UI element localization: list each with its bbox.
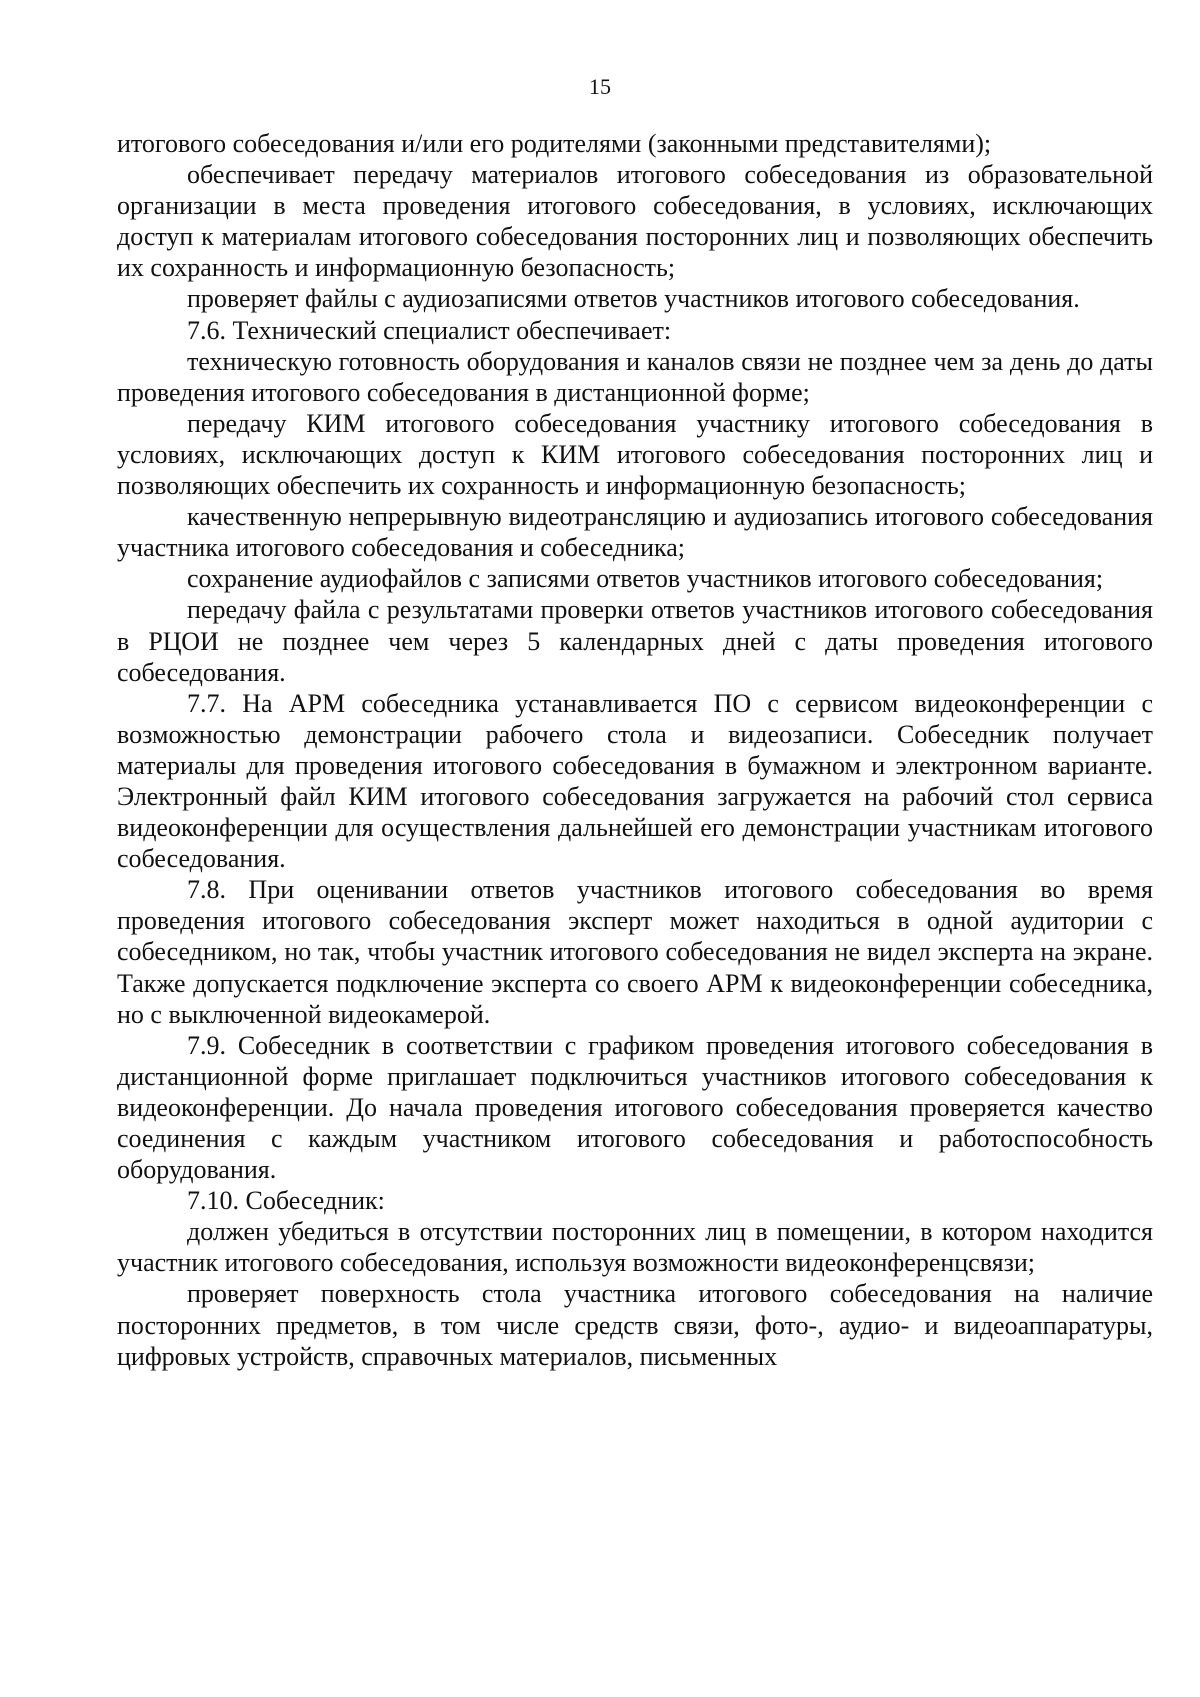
paragraph-2: обеспечивает передачу материалов итогового собеседования из образовательной организации в места проведения итогового собеседования, в условиях, исключающих доступ к материалам итогового собеседования посторонних лиц и позволяющих обеспечить их сохранность и информационную безопасность;: [117, 160, 1153, 283]
paragraph-1: итогового собеседования и/или его родителями (законными представителями);: [117, 129, 992, 158]
paragraph-14: должен убедиться в отсутствии посторонних лиц в помещении, в котором находится участник итогового собеседования, используя возможности видеоконференцсвязи;: [117, 1217, 1153, 1278]
paragraph-6: передачу КИМ итогового собеседования участнику итогового собеседования в условиях, исключающих доступ к КИМ итогового собеседования посторонних лиц и позволяющих обеспечить их сохранность и информационную безопасность;: [117, 408, 1153, 501]
paragraph-5: техническую готовность оборудования и каналов связи не позднее чем за день до даты проведения итогового собеседования в дистанционной форме;: [117, 346, 1153, 407]
paragraph-7: качественную непрерывную видеотрансляцию и аудиозапись итогового собеседования участника итогового собеседования и собеседника;: [117, 502, 1153, 563]
paragraph-10: 7.7. На АРМ собеседника устанавливается ПО с сервисом видеоконференции с возможностью демонстрации рабочего стола и видеозаписи. Собеседник получает материалы для проведения итогового собеседования в бумажном и электронном варианте. Электронный файл КИМ итогового собеседования загружается на рабочий стол сервиса видеоконференции для осуществления дальнейшей его демонстрации участникам итогового собеседования.: [117, 688, 1153, 874]
paragraph-3: проверяет файлы с аудиозаписями ответов участников итогового собеседования.: [187, 284, 1080, 314]
paragraph-11: 7.8. При оценивании ответов участников итогового собеседования во время проведения итогового собеседования эксперт может находиться в одной аудитории с собеседником, но так, чтобы участник итогового собеседования не видел эксперта на экране. Также допускается подключение эксперта со своего АРМ к видеоконференции собеседника, но с выключенной видеокамерой.: [117, 875, 1153, 1029]
paragraph-13: 7.10. Собеседник:: [187, 1186, 385, 1216]
paragraph-4: 7.6. Технический специалист обеспечивает:: [187, 315, 672, 345]
paragraph-15: проверяет поверхность стола участника итогового собеседования на наличие посторонних предметов, в том числе средств связи, фото-, аудио- и видеоаппаратуры, цифровых устройств, справочных материалов, письменных: [117, 1279, 1153, 1371]
paragraph-8: сохранение аудиофайлов с записями ответов участников итогового собеседования;: [187, 564, 1104, 594]
page-number: 15: [589, 74, 611, 99]
paragraph-12: 7.9. Собеседник в соответствии с графиком проведения итогового собеседования в дистанционной форме приглашает подключиться участников итогового собеседования к видеоконференции. До начала проведения итогового собеседования проверяется качество соединения с каждым участником итогового собеседования и работоспособность оборудования.: [117, 1030, 1153, 1185]
document-body: [117, 128, 1153, 1372]
paragraph-9: передачу файла с результатами проверки ответов участников итогового собеседования в РЦОИ не позднее чем через 5 календарных дней с даты проведения итогового собеседования.: [117, 595, 1153, 687]
